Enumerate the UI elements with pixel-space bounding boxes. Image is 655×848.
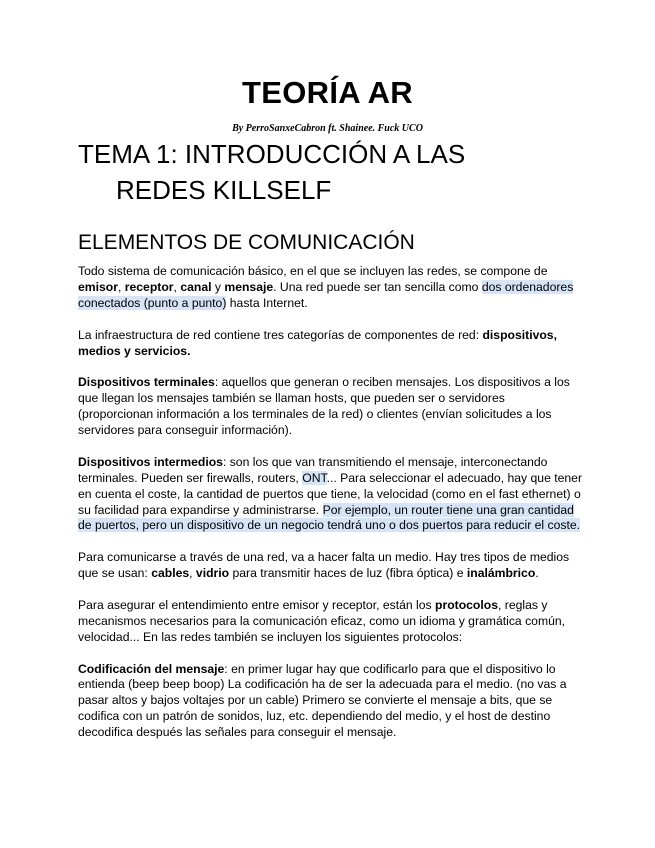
bold-term: vidrio [195, 566, 230, 581]
bold-term: cables [151, 566, 190, 581]
text-run: para transmitir haces de luz (fibra óptica) e [229, 566, 467, 581]
text-run: . [535, 566, 539, 581]
text-run: Para comunicarse a través de una red, va a hacer falta un medio. Hay tres tipos de medios que se usan: [78, 550, 570, 581]
bold-term: Codificación del mensaje [78, 661, 225, 676]
text-run: Para asegurar el entendimiento entre emisor y receptor, están los [78, 597, 436, 612]
paragraph-media [78, 550, 583, 582]
text-run: : en primer lugar hay que codificarlo para que el dispositivo lo entienda (beep beep boop) La codificación ha de ser la adecuada para el medio. (no vas a pasar altos y bajos voltajes por un cable) Primero se convierte el mensaje a bits, que se codifica con un patrón de sonidos, luz, etc. dependiendo del medio, y el host de destino decodifica después las señales para conseguir el mensaje. [78, 661, 567, 740]
text-run: . Una red puede ser tan sencilla como [273, 279, 482, 294]
text-run: , reglas y mecanismos necesarios para la comunicación eficaz, como un idioma y gramática común, velocidad... En las redes también se incluyen los siguientes protocolos: [78, 597, 566, 644]
section-heading: ELEMENTOS DE COMUNICACIÓN [78, 231, 415, 254]
chapter-heading-line1: TEMA 1: INTRODUCCIÓN A LAS [78, 139, 466, 169]
text-run: Todo sistema de comunicación básico, en el que se incluyen las redes, se compone de [78, 264, 548, 278]
bold-term: protocolos [435, 597, 498, 612]
bold-term: inalámbrico [466, 566, 536, 581]
text-run: , [173, 279, 181, 294]
text-run: : aquellos que generan o reciben mensajes. Los dispositivos a los que llegan los mensajes también se llaman hosts, que pueden ser o servidores (proporcionan información a los terminales de la red) o clientes (envían solicitudes a los servidores para conseguir información). [78, 375, 570, 438]
paragraph-protocols [78, 598, 583, 646]
text-run: ... Para seleccionar el adecuado, hay que tener en cuenta el coste, la cantidad de puertos que tiene, la velocidad (como en el fast ethernet) o su facilidad para expandirse y administrarse. [78, 470, 583, 517]
highlighted-text: dos ordenadores conectados (punto a punto) [78, 279, 574, 310]
highlighted-text: Por ejemplo, un router tiene una gran cantidad de puertos, pero un dispositivo de un negocio tendrá uno o dos puertos para reducir el coste. [78, 502, 581, 533]
bold-term: mensaje [224, 279, 274, 294]
paragraph-intermediate-devices [78, 455, 583, 535]
bold-term: Dispositivos intermedios [78, 454, 223, 469]
bold-term: dispositivos, medios y servicios. [78, 327, 557, 358]
bold-term: emisor [78, 279, 118, 294]
body-text [78, 264, 583, 757]
text-run: , [189, 566, 196, 581]
bold-term: receptor [124, 279, 174, 294]
text-run: La infraestructura de red contiene tres categorías de componentes de red: [78, 327, 483, 342]
chapter-heading-line2: REDES KILLSELF [116, 175, 332, 205]
paragraph-message-encoding [78, 662, 583, 742]
document-subtitle: By PerroSanxeCabron ft. Shainee. Fuck UCO [232, 123, 423, 134]
text-run: y [211, 279, 225, 294]
chapter-heading [78, 136, 465, 208]
document-title: TEORÍA AR [242, 75, 413, 110]
bold-term: canal [180, 279, 212, 294]
paragraph-terminal-devices [78, 375, 583, 439]
paragraph-infrastructure [78, 328, 583, 360]
text-run: : son los que van transmitiendo el mensaje, interconectando terminales. Pueden ser firewalls, routers, [78, 454, 548, 485]
paragraph-elements [78, 264, 583, 312]
bold-term: Dispositivos terminales [78, 375, 215, 390]
highlighted-text: ONT [302, 470, 327, 485]
text-run: hasta Internet. [226, 295, 308, 310]
text-run: , [117, 279, 125, 294]
